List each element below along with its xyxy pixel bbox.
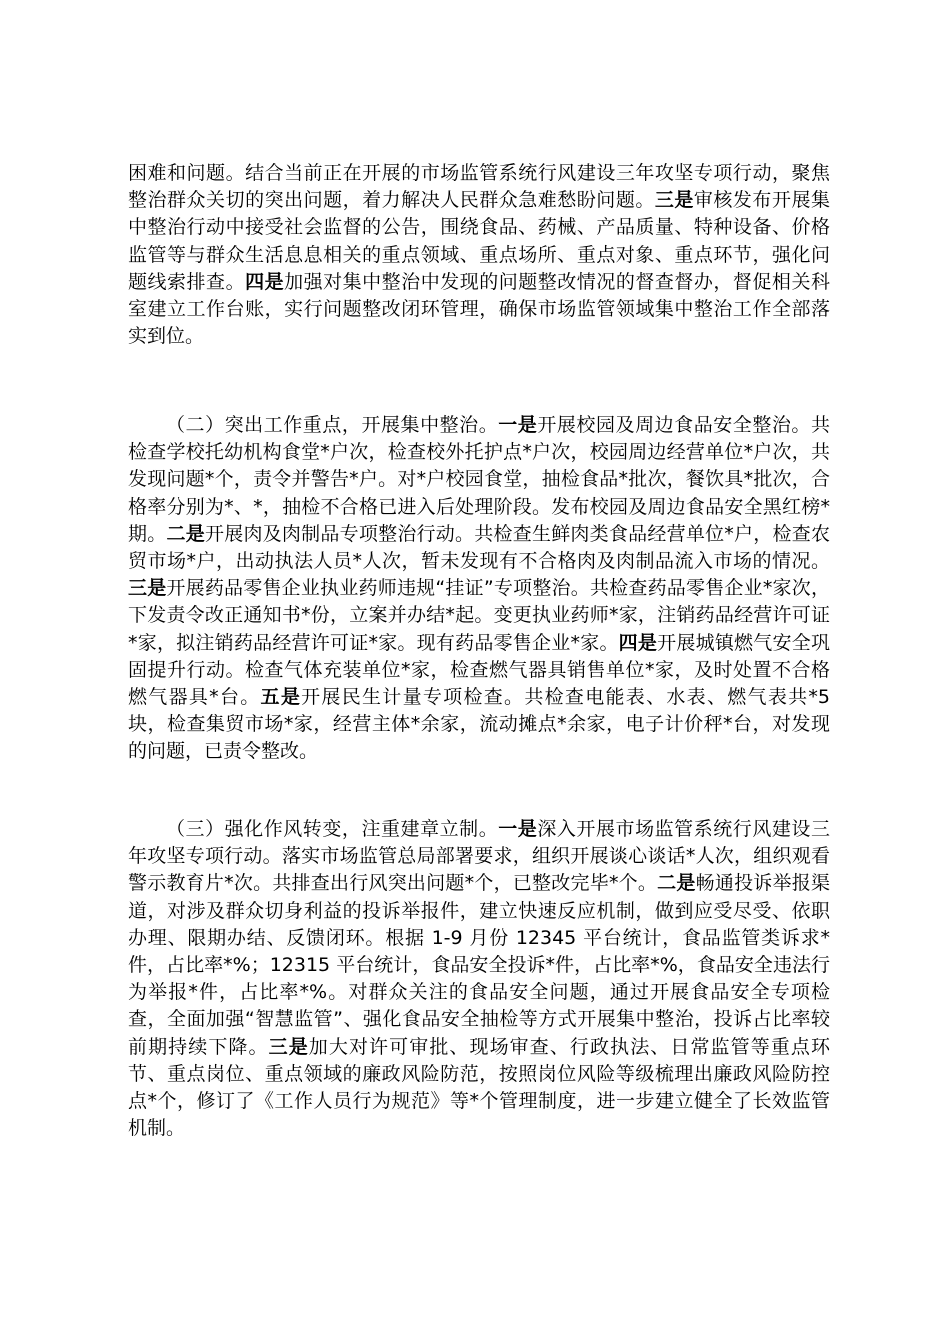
section-three-paragraph <box>128 816 830 1142</box>
bold-ordinal-label: 五是 <box>260 686 302 709</box>
bold-ordinal-label: 一是 <box>498 818 538 840</box>
body-paragraph <box>128 160 830 350</box>
paragraph-text: 深入开展市场监管系统行风建设三年攻坚专项行动。落实市场监管总局部署要求，组织开展谈心谈话*人次，组织观看警示教育片*次。共排查出行风突出问题*个，已整改完毕*个。 <box>128 818 830 895</box>
bold-ordinal-label: 四是 <box>245 270 285 293</box>
section-two-paragraph <box>128 412 830 766</box>
paragraph-text: 开展城镇燃气安全巩固提升行动。检查气体充装单位*家，检查燃气器具销售单位*家，及时处置不合格燃气器具*台。 <box>128 631 830 709</box>
bold-ordinal-label: 二是 <box>657 872 696 895</box>
paragraph-text: 开展校园及周边食品安全整治。共检查学校托幼机构食堂*户次，检查校外托护点*户次，校园周边经营单位*户次，共发现问题*个，责令并警告*户。对*户校园食堂，抽检食品*批次，餐饮具*批次，合格率分别为*、*，抽检不合格已进入后处理阶段。发布校园及周边食品安全黑红榜*期。 <box>128 414 830 545</box>
paragraph-text: 困难和问题。结合当前正在开展的市场监管系统行风建设三年攻坚专项行动，聚焦整治群众关切的突出问题，着力解决人民群众急难愁盼问题。 <box>128 162 830 212</box>
paragraph-text: 畅通投诉举报渠道，对涉及群众切身利益的投诉举报件，建立快速反应机制，做到应受尽受、依职办理、限期办结、反馈闭环。根据 1-9 月份 12345 平台统计，食品监管类诉求*件，占比率*%；12315 平台统计，食品安全投诉*件，占比率*%，食品安全违法行为举报*件，占比率*%。对群众关注的食品安全问题，通过开展食品安全专项检查，全面加强“智慧监管”、强化食品安全抽检等方式开展集中整治，投诉占比率较前期持续下降。 <box>128 872 830 1058</box>
paragraph-text: 审核发布开展集中整治行动中接受社会监督的公告，围绕食品、药械、产品质量、特种设备、价格监管等与群众生活息息相关的重点领域、重点场所、重点对象、重点环节，强化问题线索排查。 <box>128 189 830 293</box>
bold-ordinal-label: 三是 <box>654 189 694 212</box>
bold-ordinal-label: 三是 <box>128 577 167 600</box>
paragraph-text: 开展民生计量专项检查。共检查电能表、水表、燃气表共*5 块，检查集贸市场*家，经营主体*余家，流动摊点*余家，电子计价秤*台，对发现的问题，已责令整改。 <box>128 686 830 763</box>
bold-ordinal-label: 一是 <box>498 414 538 436</box>
paragraph-text: 加强对集中整治中发现的问题整改情况的督查督办，督促相关科室建立工作台账，实行问题整改闭环管理，确保市场监管领域集中整治工作全部落实到位。 <box>128 270 830 348</box>
section-heading: （三）强化作风转变，注重建章立制。 <box>166 818 499 840</box>
bold-ordinal-label: 四是 <box>618 631 658 654</box>
bold-ordinal-label: 三是 <box>268 1035 309 1058</box>
paragraph-text: 加大对许可审批、现场审查、行政执法、日常监管等重点环节、重点岗位、重点领域的廉政风险防范，按照岗位风险等级梳理出廉政风险防控点*个，修订了《工作人员行为规范》等*个管理制度，进一步建立健全了长效监管机制。 <box>128 1035 830 1140</box>
paragraph-text: 开展药品零售企业执业药师违规“挂证”专项整治。共检查药品零售企业*家次，下发责令改正通知书*份，立案并办结*起。变更执业药师*家，注销药品经营许可证*家，拟注销药品经营许可证*家。现有药品零售企业*家。 <box>128 577 830 654</box>
paragraph-text: 开展肉及肉制品专项整治行动。共检查生鲜肉类食品经营单位*户，检查农贸市场*户，出动执法人员*人次，暂未发现有不合格肉及肉制品流入市场的情况。 <box>128 522 830 573</box>
section-heading: （二）突出工作重点，开展集中整治。 <box>166 414 499 436</box>
bold-ordinal-label: 二是 <box>166 522 205 545</box>
